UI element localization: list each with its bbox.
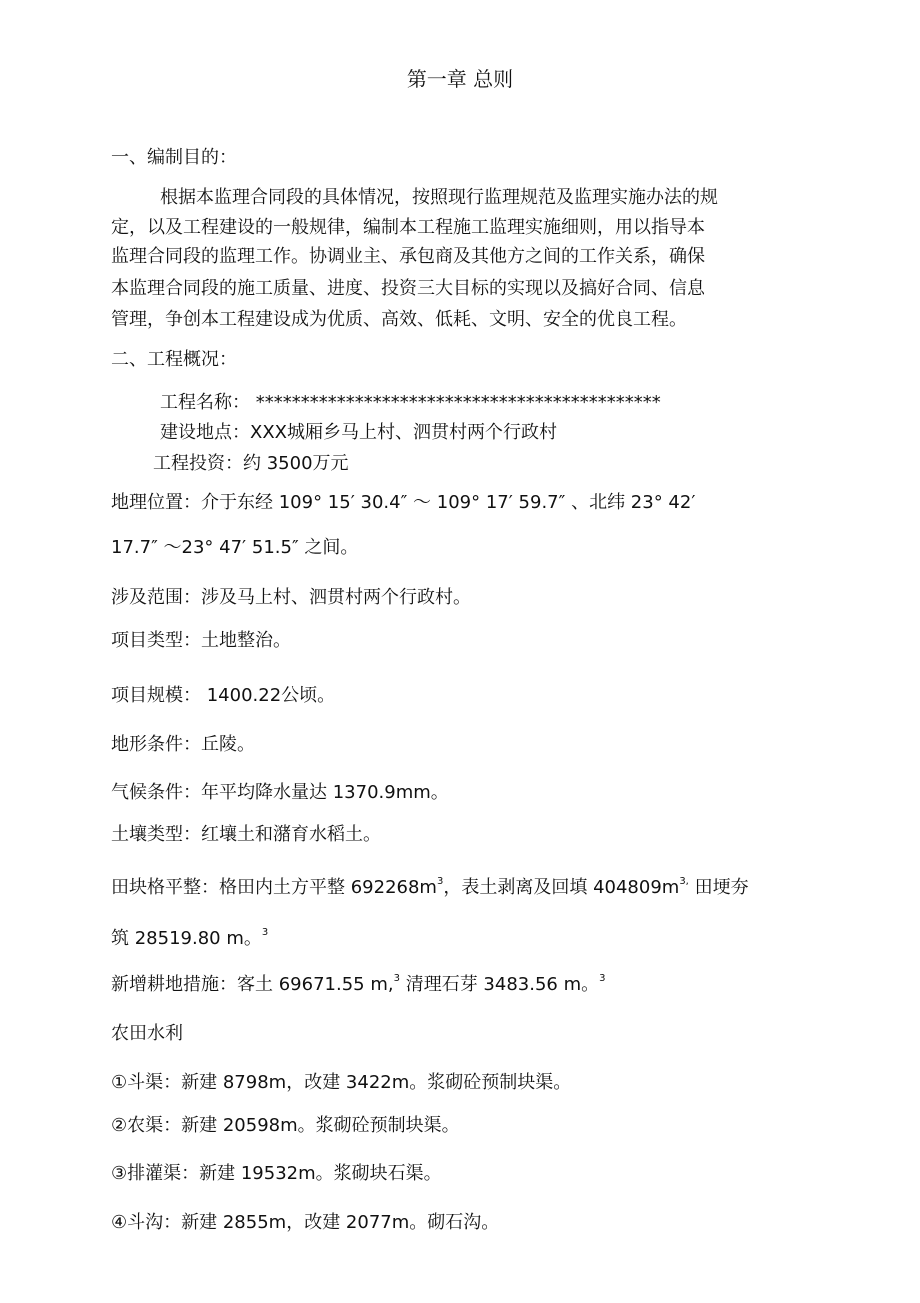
text-segment: 新增耕地措施：客土 69671.55 m, xyxy=(111,974,394,995)
paragraph-line: 本监理合同段的施工质量、进度、投资三大目标的实现以及搞好合同、信息 xyxy=(111,278,705,299)
section-heading-overview: 二、工程概况： xyxy=(111,349,237,370)
terrain: 地形条件：丘陵。 xyxy=(111,734,255,755)
superscript: 3 xyxy=(436,876,444,887)
paragraph-line: 定，以及工程建设的一般规律，编制本工程施工监理实施细则，用以指导本 xyxy=(111,217,705,238)
project-name: 工程名称： ********************************************* xyxy=(160,392,661,413)
superscript: 3 xyxy=(599,973,606,984)
list-item: ①斗渠：新建 8798m，改建 3422m。浆砌砼预制块渠。 xyxy=(111,1072,572,1093)
text-segment: 清理石芽 3483.56 m。 xyxy=(399,974,600,995)
project-type: 项目类型：土地整治。 xyxy=(111,630,291,651)
geo-location-line2: 17.7″ ～23° 47′ 51.5″ 之间。 xyxy=(111,537,359,558)
list-item: ③排灌渠：新建 19532m。浆砌块石渠。 xyxy=(111,1163,442,1184)
geo-location-line1: 地理位置：介于东经 109° 15′ 30.4″ ～ 109° 17′ 59.7″ 、北纬 23° 42′ xyxy=(111,492,696,513)
page-title: 第一章 总则 xyxy=(406,67,514,91)
superscript: 3, xyxy=(679,876,689,887)
field-leveling-line1 xyxy=(111,876,749,900)
new-farmland-measures xyxy=(111,973,605,997)
soil-type: 土壤类型：红壤土和潴育水稻土。 xyxy=(111,824,381,845)
paragraph-line: 管理，争创本工程建设成为优质、高效、低耗、文明、安全的优良工程。 xyxy=(111,309,687,330)
irrigation-heading: 农田水利 xyxy=(111,1023,183,1044)
superscript: 3 xyxy=(393,973,400,984)
text-segment: 筑 28519.80 m。 xyxy=(111,928,262,949)
project-investment: 工程投资：约 3500万元 xyxy=(153,453,349,474)
text-segment: 田埂夯 xyxy=(688,877,749,898)
superscript: 3 xyxy=(261,927,269,938)
project-site: 建设地点：XXX城厢乡马上村、泗贯村两个行政村 xyxy=(160,422,557,443)
text-segment: ，表土剥离及回填 404809m xyxy=(443,877,680,898)
climate: 气候条件：年平均降水量达 1370.9mm。 xyxy=(111,782,449,803)
list-item: ④斗沟：新建 2855m，改建 2077m。砌石沟。 xyxy=(111,1212,500,1233)
project-scale: 项目规模： 1400.22公顷。 xyxy=(111,685,336,706)
field-leveling-line2 xyxy=(111,927,268,951)
text-segment: 田块格平整：格田内土方平整 692268m xyxy=(111,877,437,898)
scope: 涉及范围：涉及马上村、泗贯村两个行政村。 xyxy=(111,587,471,608)
paragraph-line: 监理合同段的监理工作。协调业主、承包商及其他方之间的工作关系，确保 xyxy=(111,246,705,267)
section-heading-purpose: 一、编制目的： xyxy=(111,147,237,168)
list-item: ②农渠：新建 20598m。浆砌砼预制块渠。 xyxy=(111,1115,460,1136)
paragraph-line: 根据本监理合同段的具体情况，按照现行监理规范及监理实施办法的规 xyxy=(160,187,718,208)
